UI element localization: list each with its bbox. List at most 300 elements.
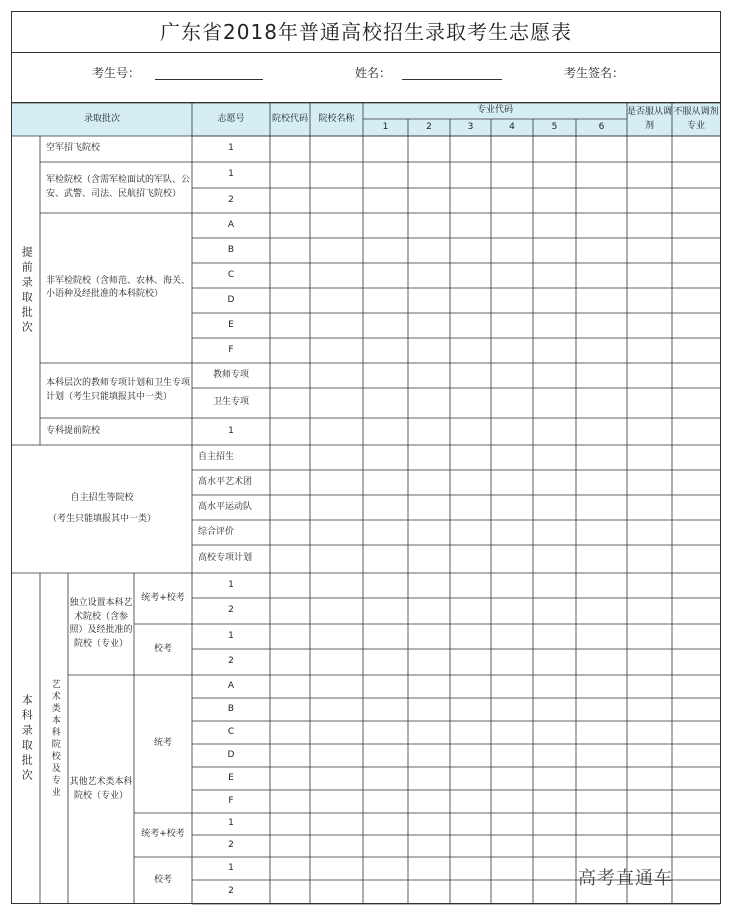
entry-cell[interactable]	[672, 721, 720, 744]
entry-cell[interactable]	[310, 835, 363, 857]
entry-cell[interactable]	[576, 744, 627, 767]
entry-cell[interactable]	[363, 624, 408, 649]
entry-cell[interactable]	[627, 363, 672, 388]
entry-cell[interactable]	[408, 313, 450, 338]
entry-cell[interactable]	[533, 573, 576, 598]
entry-cell[interactable]	[450, 136, 491, 162]
entry-cell[interactable]	[491, 213, 533, 238]
entry-cell[interactable]	[576, 238, 627, 263]
entry-cell[interactable]	[491, 418, 533, 445]
entry-cell[interactable]	[363, 388, 408, 418]
entry-cell[interactable]	[310, 288, 363, 313]
entry-cell[interactable]	[491, 520, 533, 545]
entry-cell[interactable]	[576, 418, 627, 445]
entry-cell[interactable]	[363, 767, 408, 790]
entry-cell[interactable]	[408, 857, 450, 880]
entry-cell[interactable]	[270, 624, 310, 649]
entry-cell[interactable]	[491, 813, 533, 835]
entry-cell[interactable]	[533, 880, 576, 904]
entry-cell[interactable]	[310, 470, 363, 495]
entry-cell[interactable]	[408, 573, 450, 598]
entry-cell[interactable]	[576, 698, 627, 721]
entry-cell[interactable]	[491, 363, 533, 388]
entry-cell[interactable]	[491, 598, 533, 624]
entry-cell[interactable]	[533, 418, 576, 445]
entry-cell[interactable]	[533, 813, 576, 835]
entry-cell[interactable]	[363, 721, 408, 744]
entry-cell[interactable]	[627, 263, 672, 288]
entry-cell[interactable]	[310, 388, 363, 418]
entry-cell[interactable]	[672, 649, 720, 675]
entry-cell[interactable]	[672, 162, 720, 188]
entry-cell[interactable]	[270, 835, 310, 857]
entry-cell[interactable]	[270, 721, 310, 744]
entry-cell[interactable]	[310, 744, 363, 767]
entry-cell[interactable]	[533, 238, 576, 263]
entry-cell[interactable]	[672, 188, 720, 213]
entry-cell[interactable]	[627, 744, 672, 767]
entry-cell[interactable]	[672, 744, 720, 767]
entry-cell[interactable]	[576, 721, 627, 744]
entry-cell[interactable]	[491, 470, 533, 495]
entry-cell[interactable]	[310, 624, 363, 649]
entry-cell[interactable]	[533, 675, 576, 698]
entry-cell[interactable]	[576, 649, 627, 675]
entry-cell[interactable]	[576, 313, 627, 338]
entry-cell[interactable]	[491, 313, 533, 338]
entry-cell[interactable]	[450, 721, 491, 744]
entry-cell[interactable]	[450, 313, 491, 338]
entry-cell[interactable]	[450, 857, 491, 880]
entry-cell[interactable]	[310, 313, 363, 338]
entry-cell[interactable]	[363, 338, 408, 363]
entry-cell[interactable]	[270, 649, 310, 675]
entry-cell[interactable]	[491, 649, 533, 675]
entry-cell[interactable]	[491, 238, 533, 263]
entry-cell[interactable]	[627, 545, 672, 573]
entry-cell[interactable]	[576, 624, 627, 649]
entry-cell[interactable]	[363, 313, 408, 338]
entry-cell[interactable]	[627, 470, 672, 495]
entry-cell[interactable]	[408, 238, 450, 263]
entry-cell[interactable]	[533, 790, 576, 813]
entry-cell[interactable]	[363, 813, 408, 835]
entry-cell[interactable]	[363, 162, 408, 188]
entry-cell[interactable]	[672, 880, 720, 904]
entry-cell[interactable]	[363, 675, 408, 698]
entry-cell[interactable]	[270, 388, 310, 418]
entry-cell[interactable]	[408, 338, 450, 363]
entry-cell[interactable]	[672, 520, 720, 545]
entry-cell[interactable]	[533, 288, 576, 313]
entry-cell[interactable]	[310, 573, 363, 598]
entry-cell[interactable]	[627, 767, 672, 790]
entry-cell[interactable]	[363, 470, 408, 495]
entry-cell[interactable]	[672, 857, 720, 880]
entry-cell[interactable]	[363, 880, 408, 904]
entry-cell[interactable]	[672, 675, 720, 698]
entry-cell[interactable]	[363, 545, 408, 573]
entry-cell[interactable]	[491, 338, 533, 363]
entry-cell[interactable]	[576, 136, 627, 162]
entry-cell[interactable]	[672, 263, 720, 288]
entry-cell[interactable]	[533, 213, 576, 238]
entry-cell[interactable]	[408, 418, 450, 445]
entry-cell[interactable]	[672, 338, 720, 363]
entry-cell[interactable]	[270, 418, 310, 445]
entry-cell[interactable]	[310, 188, 363, 213]
entry-cell[interactable]	[450, 790, 491, 813]
entry-cell[interactable]	[533, 835, 576, 857]
entry-cell[interactable]	[491, 545, 533, 573]
entry-cell[interactable]	[408, 813, 450, 835]
entry-cell[interactable]	[627, 520, 672, 545]
entry-cell[interactable]	[408, 288, 450, 313]
entry-cell[interactable]	[363, 520, 408, 545]
entry-cell[interactable]	[672, 238, 720, 263]
entry-cell[interactable]	[270, 880, 310, 904]
entry-cell[interactable]	[491, 857, 533, 880]
entry-cell[interactable]	[576, 545, 627, 573]
entry-cell[interactable]	[450, 675, 491, 698]
entry-cell[interactable]	[672, 495, 720, 520]
entry-cell[interactable]	[270, 744, 310, 767]
entry-cell[interactable]	[270, 698, 310, 721]
entry-cell[interactable]	[270, 213, 310, 238]
entry-cell[interactable]	[450, 520, 491, 545]
entry-cell[interactable]	[533, 624, 576, 649]
entry-cell[interactable]	[627, 721, 672, 744]
entry-cell[interactable]	[408, 744, 450, 767]
entry-cell[interactable]	[576, 188, 627, 213]
entry-cell[interactable]	[576, 338, 627, 363]
entry-cell[interactable]	[270, 857, 310, 880]
entry-cell[interactable]	[576, 445, 627, 470]
entry-cell[interactable]	[450, 263, 491, 288]
entry-cell[interactable]	[533, 313, 576, 338]
entry-cell[interactable]	[627, 598, 672, 624]
entry-cell[interactable]	[363, 238, 408, 263]
entry-cell[interactable]	[672, 545, 720, 573]
entry-cell[interactable]	[491, 624, 533, 649]
entry-cell[interactable]	[408, 698, 450, 721]
entry-cell[interactable]	[270, 545, 310, 573]
entry-cell[interactable]	[533, 136, 576, 162]
entry-cell[interactable]	[270, 520, 310, 545]
entry-cell[interactable]	[450, 238, 491, 263]
entry-cell[interactable]	[450, 338, 491, 363]
entry-cell[interactable]	[363, 263, 408, 288]
entry-cell[interactable]	[627, 813, 672, 835]
entry-cell[interactable]	[270, 238, 310, 263]
entry-cell[interactable]	[576, 790, 627, 813]
entry-cell[interactable]	[450, 649, 491, 675]
entry-cell[interactable]	[270, 188, 310, 213]
entry-cell[interactable]	[450, 813, 491, 835]
entry-cell[interactable]	[672, 573, 720, 598]
entry-cell[interactable]	[450, 624, 491, 649]
entry-cell[interactable]	[627, 649, 672, 675]
entry-cell[interactable]	[408, 835, 450, 857]
entry-cell[interactable]	[491, 495, 533, 520]
entry-cell[interactable]	[491, 790, 533, 813]
entry-cell[interactable]	[310, 880, 363, 904]
entry-cell[interactable]	[450, 598, 491, 624]
entry-cell[interactable]	[363, 598, 408, 624]
entry-cell[interactable]	[450, 698, 491, 721]
entry-cell[interactable]	[533, 363, 576, 388]
entry-cell[interactable]	[672, 835, 720, 857]
entry-cell[interactable]	[533, 857, 576, 880]
entry-cell[interactable]	[672, 790, 720, 813]
entry-cell[interactable]	[491, 675, 533, 698]
entry-cell[interactable]	[270, 470, 310, 495]
entry-cell[interactable]	[270, 598, 310, 624]
entry-cell[interactable]	[408, 545, 450, 573]
entry-cell[interactable]	[627, 790, 672, 813]
entry-cell[interactable]	[672, 445, 720, 470]
entry-cell[interactable]	[627, 698, 672, 721]
entry-cell[interactable]	[672, 136, 720, 162]
entry-cell[interactable]	[310, 136, 363, 162]
entry-cell[interactable]	[270, 573, 310, 598]
entry-cell[interactable]	[627, 835, 672, 857]
entry-cell[interactable]	[363, 698, 408, 721]
entry-cell[interactable]	[310, 790, 363, 813]
entry-cell[interactable]	[627, 188, 672, 213]
entry-cell[interactable]	[576, 767, 627, 790]
entry-cell[interactable]	[270, 363, 310, 388]
entry-cell[interactable]	[310, 363, 363, 388]
entry-cell[interactable]	[270, 767, 310, 790]
entry-cell[interactable]	[363, 213, 408, 238]
entry-cell[interactable]	[310, 857, 363, 880]
entry-cell[interactable]	[491, 698, 533, 721]
entry-cell[interactable]	[408, 649, 450, 675]
entry-cell[interactable]	[672, 418, 720, 445]
entry-cell[interactable]	[491, 263, 533, 288]
entry-cell[interactable]	[270, 263, 310, 288]
entry-cell[interactable]	[310, 238, 363, 263]
entry-cell[interactable]	[408, 188, 450, 213]
entry-cell[interactable]	[533, 388, 576, 418]
entry-cell[interactable]	[408, 598, 450, 624]
entry-cell[interactable]	[450, 445, 491, 470]
entry-cell[interactable]	[491, 880, 533, 904]
entry-cell[interactable]	[408, 624, 450, 649]
entry-cell[interactable]	[363, 790, 408, 813]
entry-cell[interactable]	[310, 162, 363, 188]
entry-cell[interactable]	[533, 545, 576, 573]
entry-cell[interactable]	[310, 213, 363, 238]
entry-cell[interactable]	[310, 445, 363, 470]
entry-cell[interactable]	[450, 573, 491, 598]
entry-cell[interactable]	[310, 418, 363, 445]
entry-cell[interactable]	[408, 363, 450, 388]
entry-cell[interactable]	[363, 857, 408, 880]
entry-cell[interactable]	[627, 162, 672, 188]
entry-cell[interactable]	[672, 313, 720, 338]
entry-cell[interactable]	[672, 470, 720, 495]
entry-cell[interactable]	[627, 136, 672, 162]
entry-cell[interactable]	[310, 520, 363, 545]
entry-cell[interactable]	[627, 495, 672, 520]
entry-cell[interactable]	[408, 721, 450, 744]
entry-cell[interactable]	[491, 835, 533, 857]
entry-cell[interactable]	[363, 445, 408, 470]
entry-cell[interactable]	[270, 313, 310, 338]
entry-cell[interactable]	[533, 721, 576, 744]
entry-cell[interactable]	[450, 470, 491, 495]
entry-cell[interactable]	[270, 445, 310, 470]
entry-cell[interactable]	[672, 363, 720, 388]
entry-cell[interactable]	[270, 790, 310, 813]
entry-cell[interactable]	[491, 288, 533, 313]
entry-cell[interactable]	[270, 675, 310, 698]
entry-cell[interactable]	[533, 520, 576, 545]
entry-cell[interactable]	[533, 698, 576, 721]
entry-cell[interactable]	[576, 598, 627, 624]
entry-cell[interactable]	[270, 162, 310, 188]
entry-cell[interactable]	[363, 188, 408, 213]
entry-cell[interactable]	[672, 598, 720, 624]
entry-cell[interactable]	[491, 573, 533, 598]
entry-cell[interactable]	[627, 445, 672, 470]
entry-cell[interactable]	[363, 418, 408, 445]
entry-cell[interactable]	[491, 388, 533, 418]
entry-cell[interactable]	[672, 624, 720, 649]
entry-cell[interactable]	[627, 388, 672, 418]
entry-cell[interactable]	[363, 136, 408, 162]
entry-cell[interactable]	[408, 263, 450, 288]
entry-cell[interactable]	[533, 470, 576, 495]
entry-cell[interactable]	[627, 418, 672, 445]
entry-cell[interactable]	[533, 495, 576, 520]
entry-cell[interactable]	[533, 598, 576, 624]
entry-cell[interactable]	[627, 238, 672, 263]
entry-cell[interactable]	[533, 162, 576, 188]
entry-cell[interactable]	[363, 363, 408, 388]
entry-cell[interactable]	[363, 288, 408, 313]
entry-cell[interactable]	[450, 162, 491, 188]
entry-cell[interactable]	[450, 388, 491, 418]
entry-cell[interactable]	[450, 835, 491, 857]
entry-cell[interactable]	[491, 445, 533, 470]
entry-cell[interactable]	[450, 744, 491, 767]
entry-cell[interactable]	[576, 813, 627, 835]
entry-cell[interactable]	[363, 649, 408, 675]
entry-cell[interactable]	[408, 675, 450, 698]
entry-cell[interactable]	[310, 675, 363, 698]
entry-cell[interactable]	[533, 767, 576, 790]
entry-cell[interactable]	[310, 495, 363, 520]
entry-cell[interactable]	[533, 263, 576, 288]
entry-cell[interactable]	[408, 767, 450, 790]
entry-cell[interactable]	[450, 880, 491, 904]
entry-cell[interactable]	[450, 545, 491, 573]
entry-cell[interactable]	[310, 338, 363, 363]
entry-cell[interactable]	[491, 767, 533, 790]
entry-cell[interactable]	[270, 813, 310, 835]
entry-cell[interactable]	[310, 263, 363, 288]
entry-cell[interactable]	[310, 649, 363, 675]
entry-cell[interactable]	[310, 813, 363, 835]
entry-cell[interactable]	[270, 288, 310, 313]
entry-cell[interactable]	[576, 288, 627, 313]
entry-cell[interactable]	[310, 598, 363, 624]
entry-cell[interactable]	[533, 744, 576, 767]
entry-cell[interactable]	[627, 288, 672, 313]
entry-cell[interactable]	[672, 288, 720, 313]
entry-cell[interactable]	[672, 698, 720, 721]
entry-cell[interactable]	[310, 698, 363, 721]
entry-cell[interactable]	[576, 495, 627, 520]
entry-cell[interactable]	[672, 813, 720, 835]
entry-cell[interactable]	[627, 313, 672, 338]
entry-cell[interactable]	[408, 880, 450, 904]
entry-cell[interactable]	[310, 721, 363, 744]
entry-cell[interactable]	[576, 363, 627, 388]
entry-cell[interactable]	[450, 288, 491, 313]
entry-cell[interactable]	[408, 136, 450, 162]
entry-cell[interactable]	[450, 767, 491, 790]
entry-cell[interactable]	[491, 136, 533, 162]
entry-cell[interactable]	[408, 470, 450, 495]
entry-cell[interactable]	[408, 388, 450, 418]
entry-cell[interactable]	[450, 495, 491, 520]
entry-cell[interactable]	[491, 162, 533, 188]
entry-cell[interactable]	[533, 188, 576, 213]
entry-cell[interactable]	[627, 573, 672, 598]
entry-cell[interactable]	[576, 675, 627, 698]
entry-cell[interactable]	[310, 545, 363, 573]
entry-cell[interactable]	[533, 649, 576, 675]
entry-cell[interactable]	[363, 495, 408, 520]
entry-cell[interactable]	[408, 213, 450, 238]
entry-cell[interactable]	[270, 495, 310, 520]
entry-cell[interactable]	[408, 495, 450, 520]
entry-cell[interactable]	[576, 835, 627, 857]
entry-cell[interactable]	[270, 136, 310, 162]
entry-cell[interactable]	[450, 418, 491, 445]
entry-cell[interactable]	[576, 388, 627, 418]
entry-cell[interactable]	[672, 388, 720, 418]
entry-cell[interactable]	[576, 162, 627, 188]
entry-cell[interactable]	[576, 573, 627, 598]
entry-cell[interactable]	[576, 470, 627, 495]
entry-cell[interactable]	[627, 675, 672, 698]
entry-cell[interactable]	[270, 338, 310, 363]
entry-cell[interactable]	[363, 573, 408, 598]
entry-cell[interactable]	[408, 520, 450, 545]
entry-cell[interactable]	[450, 188, 491, 213]
entry-cell[interactable]	[491, 188, 533, 213]
entry-cell[interactable]	[533, 338, 576, 363]
entry-cell[interactable]	[450, 363, 491, 388]
entry-cell[interactable]	[408, 162, 450, 188]
entry-cell[interactable]	[491, 744, 533, 767]
entry-cell[interactable]	[533, 445, 576, 470]
entry-cell[interactable]	[627, 624, 672, 649]
entry-cell[interactable]	[491, 721, 533, 744]
entry-cell[interactable]	[627, 338, 672, 363]
entry-cell[interactable]	[576, 263, 627, 288]
entry-cell[interactable]	[672, 213, 720, 238]
entry-cell[interactable]	[672, 767, 720, 790]
entry-cell[interactable]	[363, 835, 408, 857]
entry-cell[interactable]	[363, 744, 408, 767]
entry-cell[interactable]	[408, 790, 450, 813]
